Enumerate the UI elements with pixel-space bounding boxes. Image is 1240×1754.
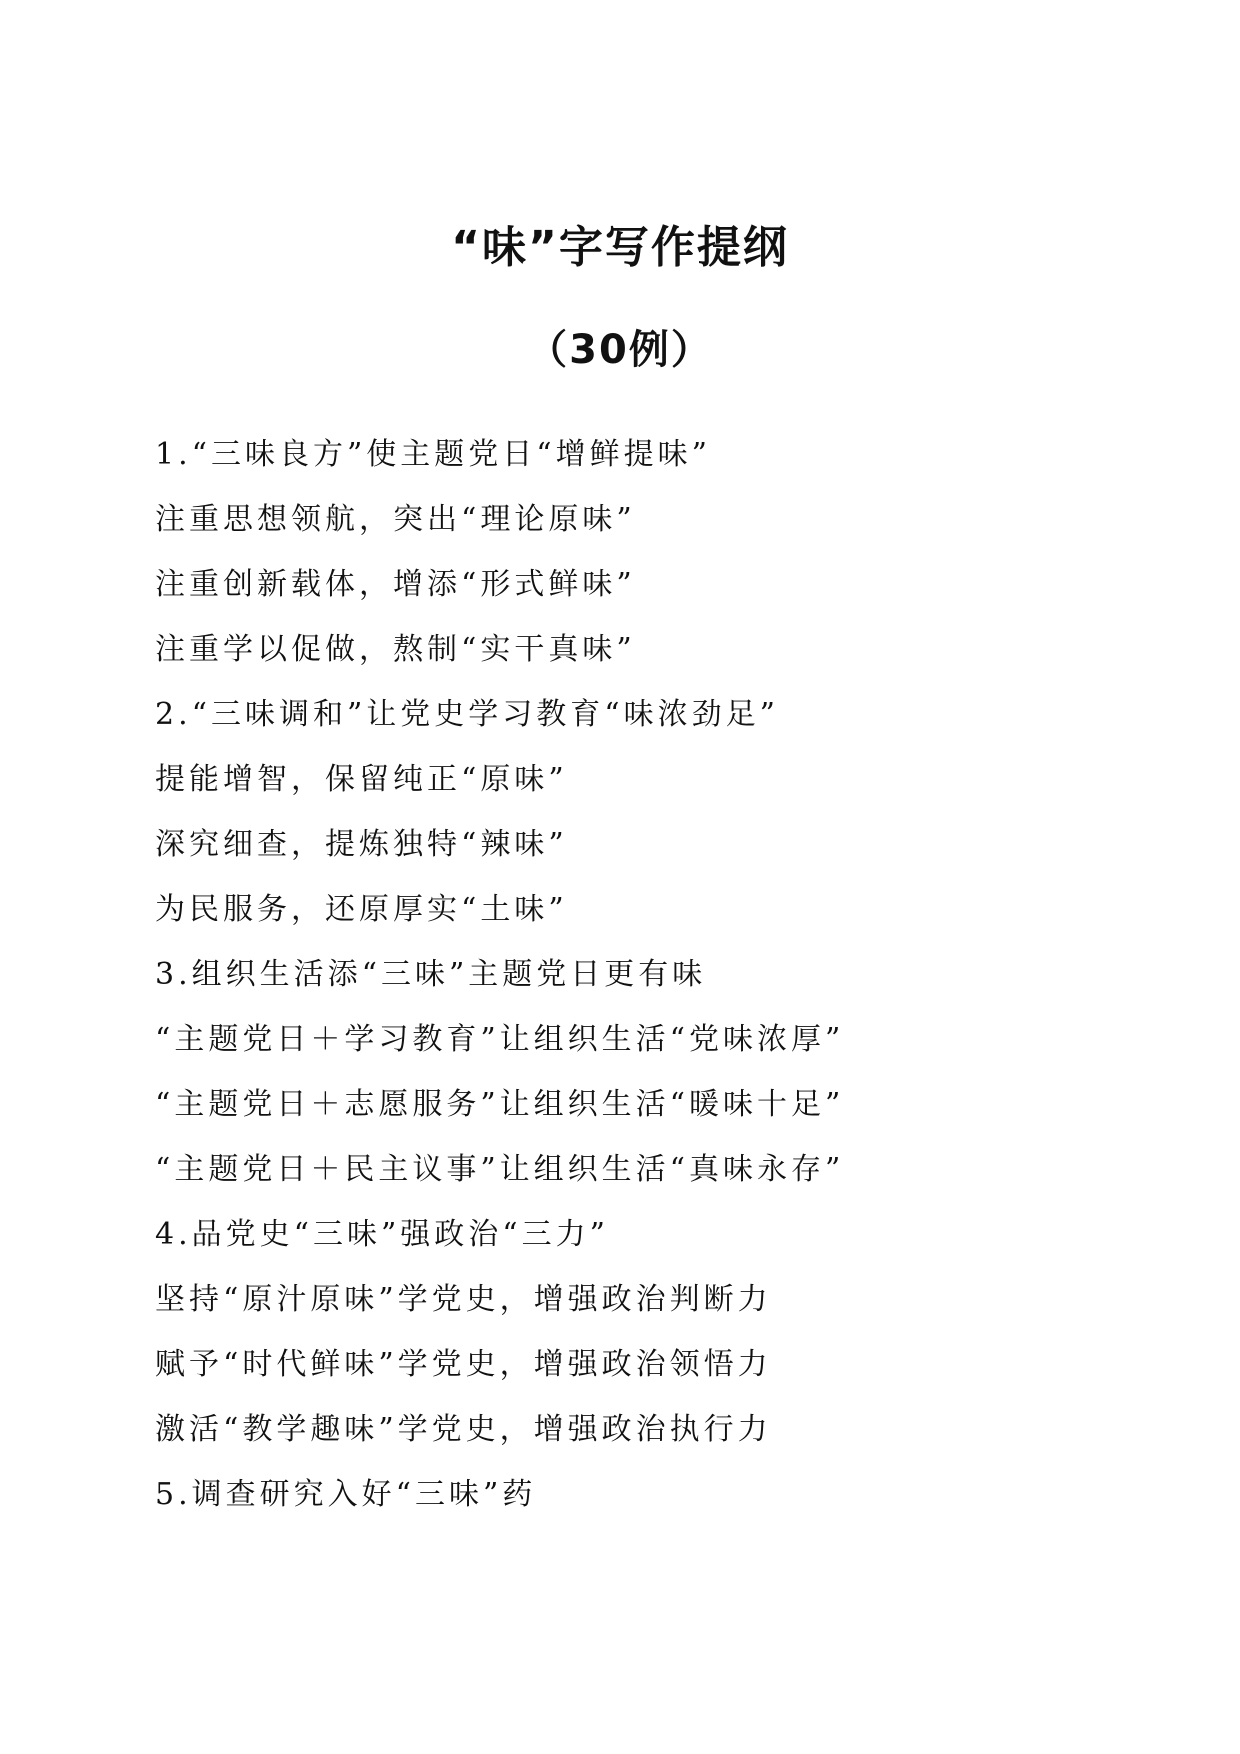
outline-line: 注重思想领航，突出“理论原味”	[155, 502, 636, 537]
outline-line: 1.“三味良方”使主题党日“增鲜提味”	[155, 437, 711, 472]
outline-line: 赋予“时代鲜味”学党史，增强政治领悟力	[155, 1347, 772, 1382]
outline-line: 提能增智，保留纯正“原味”	[155, 762, 568, 797]
outline-line: 为民服务，还原厚实“土味”	[155, 892, 568, 927]
outline-line: 5.调查研究入好“三味”药	[155, 1477, 537, 1512]
outline-line: “主题党日＋志愿服务”让组织生活“暖味十足”	[155, 1087, 845, 1122]
outline-line: 深究细查，提炼独特“辣味”	[155, 827, 568, 862]
outline-line: 注重学以促做，熬制“实干真味”	[155, 632, 636, 667]
outline-line: 注重创新载体，增添“形式鲜味”	[155, 567, 636, 602]
outline-line: “主题党日＋学习教育”让组织生活“党味浓厚”	[155, 1022, 845, 1057]
outline-line: 3.组织生活添“三味”主题党日更有味	[155, 957, 707, 992]
outline-list	[155, 422, 1155, 1527]
outline-line: 2.“三味调和”让党史学习教育“味浓劲足”	[155, 697, 779, 732]
document-title: “味”字写作提纲	[451, 222, 789, 273]
document-subtitle: （30例）	[527, 327, 713, 373]
outline-line: 坚持“原汁原味”学党史，增强政治判断力	[155, 1282, 772, 1317]
outline-line: 激活“教学趣味”学党史，增强政治执行力	[155, 1412, 772, 1447]
outline-line: 4.品党史“三味”强政治“三力”	[155, 1217, 609, 1252]
outline-line: “主题党日＋民主议事”让组织生活“真味永存”	[155, 1152, 845, 1187]
